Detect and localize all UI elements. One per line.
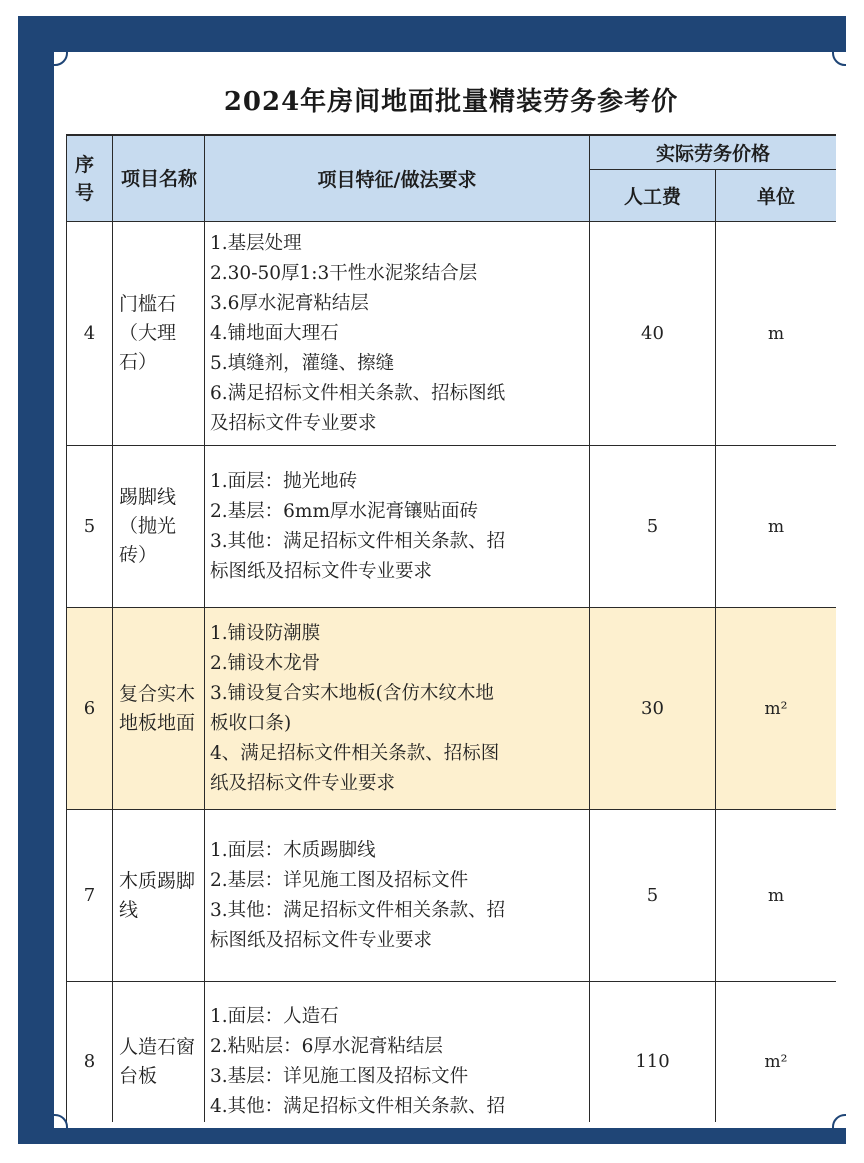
- feature-line: 3.基层：详见施工图及招标文件: [210, 1065, 469, 1087]
- row-seq: 4: [67, 222, 113, 446]
- feature-line: 3.铺设复合实木地板(含仿木纹木地: [210, 682, 494, 704]
- table-body: [67, 222, 837, 1123]
- row-unit: m²: [716, 982, 837, 1123]
- row-unit: m: [716, 222, 837, 446]
- price-document: [66, 64, 836, 1122]
- feature-line: 3.6厚水泥膏粘结层: [210, 292, 369, 314]
- row-features: [205, 222, 590, 446]
- row-unit: m: [716, 810, 837, 982]
- row-labor-cost: 5: [590, 810, 716, 982]
- row-features: [205, 446, 590, 608]
- row-name: 踢脚线（抛光砖）: [113, 446, 205, 608]
- feature-line: 1.基层处理: [210, 232, 302, 254]
- row-seq: 8: [67, 982, 113, 1123]
- feature-line: 3.其他：满足招标文件相关条款、招: [210, 899, 506, 921]
- row-labor-cost: 110: [590, 982, 716, 1123]
- feature-line: 标图纸及招标文件专业要求: [210, 929, 433, 951]
- row-name: 木质踢脚线: [113, 810, 205, 982]
- row-name: 复合实木地板地面: [113, 608, 205, 810]
- feature-line: 2.基层：6mm厚水泥膏镶贴面砖: [210, 500, 479, 522]
- feature-line: 2.粘贴层：6厚水泥膏粘结层: [210, 1035, 443, 1057]
- header-price-group: 实际劳务价格: [590, 136, 837, 170]
- paper-sheet: [54, 52, 846, 1128]
- document-title: 2024年房间地面批量精装劳务参考价: [66, 64, 836, 135]
- row-features: [205, 810, 590, 982]
- feature-line: 4、满足招标文件相关条款、招标图: [210, 742, 500, 764]
- row-features: [205, 608, 590, 810]
- feature-line: 1.面层：人造石: [210, 1005, 339, 1027]
- feature-line: 4.铺地面大理石: [210, 322, 339, 344]
- feature-line: 板收口条): [210, 712, 292, 734]
- feature-line: 2.30-50厚1:3干性水泥浆结合层: [210, 262, 478, 284]
- row-labor-cost: 5: [590, 446, 716, 608]
- table-row: [67, 222, 837, 446]
- header-seq: 序号: [67, 136, 113, 222]
- row-name: 门槛石（大理石）: [113, 222, 205, 446]
- feature-line: 6.满足招标文件相关条款、招标图纸: [210, 382, 506, 404]
- table-row: [67, 810, 837, 982]
- feature-line: 标图纸及招标文件专业要求: [210, 560, 433, 582]
- table-row: [67, 446, 837, 608]
- row-features: [205, 982, 590, 1123]
- feature-line: 1.面层：木质踢脚线: [210, 839, 376, 861]
- row-labor-cost: 30: [590, 608, 716, 810]
- row-seq: 6: [67, 608, 113, 810]
- header-features: 项目特征/做法要求: [205, 136, 590, 222]
- feature-line: 纸及招标文件专业要求: [210, 772, 396, 794]
- price-table: [66, 135, 836, 1122]
- header-labor: 人工费: [590, 170, 716, 222]
- header-name: 项目名称: [113, 136, 205, 222]
- table-row: [67, 608, 837, 810]
- feature-line: 2.铺设木龙骨: [210, 652, 321, 674]
- row-unit: m: [716, 446, 837, 608]
- document-frame: [18, 16, 846, 1144]
- row-name: 人造石窗台板: [113, 982, 205, 1123]
- feature-line: 4.其他：满足招标文件相关条款、招: [210, 1095, 506, 1117]
- row-labor-cost: 40: [590, 222, 716, 446]
- header-unit: 单位: [716, 170, 837, 222]
- table-row: [67, 982, 837, 1123]
- feature-line: 5.填缝剂，灌缝、擦缝: [210, 352, 395, 374]
- feature-line: 1.铺设防潮膜: [210, 622, 321, 644]
- feature-line: 2.基层：详见施工图及招标文件: [210, 869, 469, 891]
- row-seq: 7: [67, 810, 113, 982]
- feature-line: 3.其他：满足招标文件相关条款、招: [210, 530, 506, 552]
- feature-line: 及招标文件专业要求: [210, 412, 377, 434]
- row-seq: 5: [67, 446, 113, 608]
- row-unit: m²: [716, 608, 837, 810]
- feature-line: 1.面层：抛光地砖: [210, 470, 358, 492]
